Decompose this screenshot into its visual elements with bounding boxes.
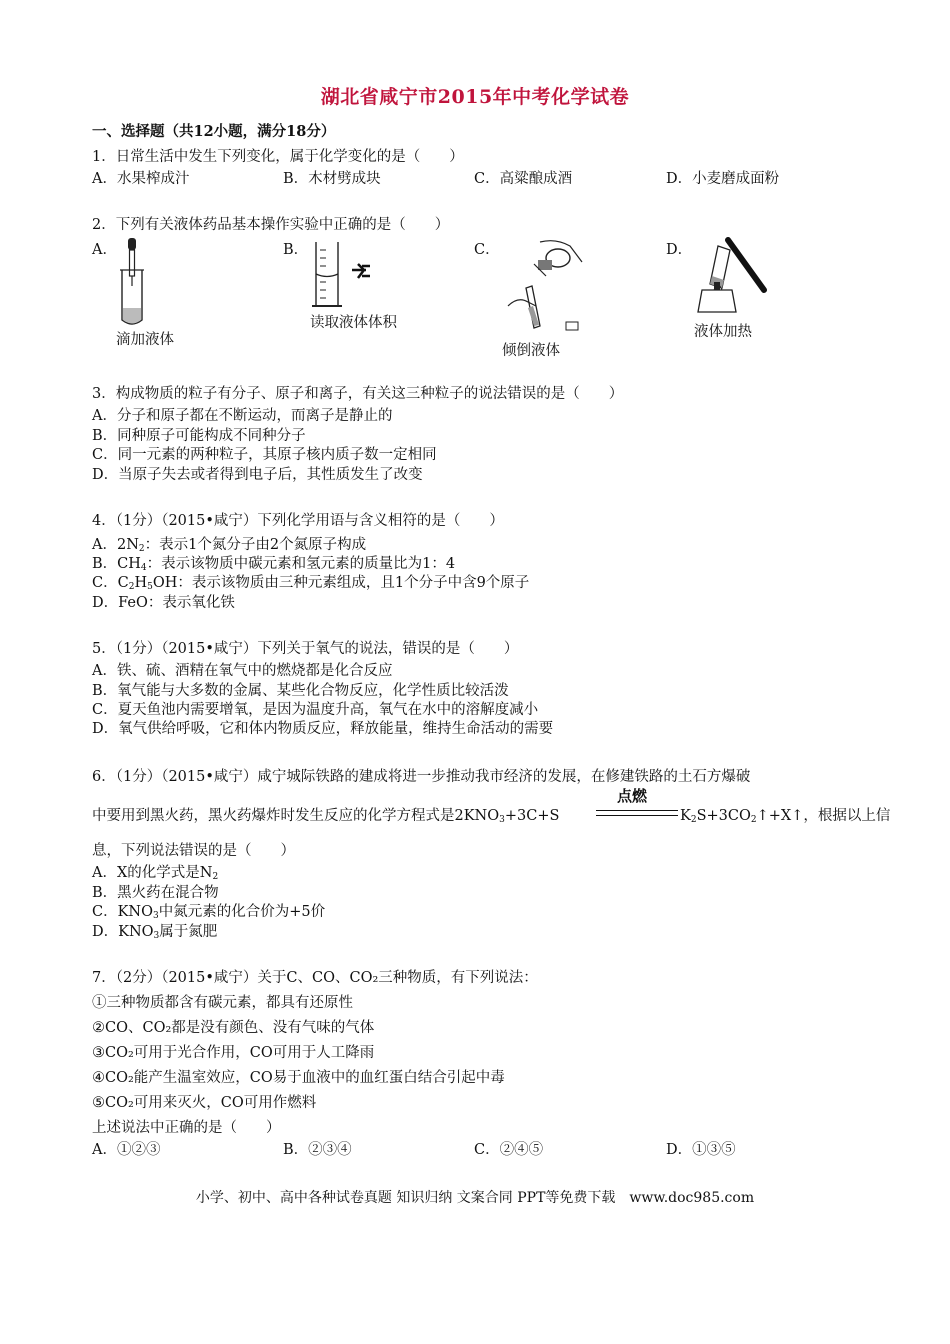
q6-line1: 6．（1分）（2015•咸宁）咸宁城际铁路的建成将进一步推动我市经济的发展，在修建铁路的土石方爆破 <box>92 769 751 785</box>
q2-option-d-letter: D． <box>666 242 693 258</box>
q1-option-a: A．水果榨成汁 <box>92 171 190 187</box>
q4-option-d: D．FeO：表示氧化铁 <box>92 595 235 611</box>
q1-option-d: D．小麦磨成面粉 <box>666 171 780 187</box>
q7-statement-2: ②CO、CO₂都是没有颜色、没有气味的气体 <box>92 1020 375 1036</box>
q5-stem: 5．（1分）（2015•咸宁）下列关于氧气的说法，错误的是（ ） <box>92 641 519 657</box>
q6-reaction-arrow <box>596 810 678 816</box>
q6-condition-label: 点燃 <box>617 787 648 805</box>
q1-option-b: B．木材劈成块 <box>283 171 381 187</box>
q3-stem: 3．构成物质的粒子有分子、原子和离子，有关这三种粒子的说法错误的是（ ） <box>92 386 624 402</box>
q4-option-b: B．$CH_4$：表示该物质中碳元素和氢元素的质量比为1：4 <box>92 556 456 573</box>
q4-stem: 4．（1分）（2015•咸宁）下列化学用语与含义相符的是（ ） <box>92 513 504 529</box>
q2-caption-a: 滴加液体 <box>116 332 174 348</box>
q7-statement-3: ③CO₂可用于光合作用，CO可用于人工降雨 <box>92 1045 375 1061</box>
q7-option-b: B．②③④ <box>283 1142 352 1158</box>
q6-option-a: A．X的化学式是$N_2$ <box>92 865 219 882</box>
q7-statement-1: ①三种物质都含有碳元素，都具有还原性 <box>92 995 353 1011</box>
q7-statement-5: ⑤CO₂可用来灭火，CO可用作燃料 <box>92 1095 317 1111</box>
q2-caption-d: 液体加热 <box>694 324 752 340</box>
q2-option-a-letter: A． <box>92 242 117 258</box>
q7-stem: 7．（2分）（2015•咸宁）关于C、CO、CO₂三种物质，有下列说法： <box>92 970 538 986</box>
q3-option-c: C．同一元素的两种粒子，其原子核内质子数一定相同 <box>92 447 437 463</box>
q6-option-b: B．黑火药在混合物 <box>92 885 219 901</box>
q5-option-b: B．氧气能与大多数的金属、某些化合物反应，化学性质比较活泼 <box>92 683 509 699</box>
q7-question: 上述说法中正确的是（ ） <box>92 1120 281 1136</box>
q3-option-d: D．当原子失去或者得到电子后，其性质发生了改变 <box>92 467 423 483</box>
q6-equation-right: $K_2S+3CO_2↑+X↑$，根据以上信 <box>680 808 891 825</box>
page-title: 湖北省咸宁市2015年中考化学试卷 <box>320 86 630 108</box>
q7-option-d: D．①③⑤ <box>666 1142 736 1158</box>
q7-option-a: A．①②③ <box>92 1142 161 1158</box>
q7-option-c: C．②④⑤ <box>474 1142 544 1158</box>
q1-stem: 1．日常生活中发生下列变化，属于化学变化的是（ ） <box>92 149 464 165</box>
page-footer: 小学、初中、高中各种试卷真题 知识归纳 文案合同 PPT等免费下载 www.doc985.com <box>195 1190 755 1206</box>
q5-option-a: A．铁、硫、酒精在氧气中的燃烧都是化合反应 <box>92 663 393 679</box>
q6-equation-left: 中要用到黑火药，黑火药爆炸时发生反应的化学方程式是$2KNO_3+3C+S$ <box>92 808 560 825</box>
section-heading: 一、选择题（共12小题，满分18分） <box>92 123 336 140</box>
q3-option-b: B．同种原子可能构成不同种分子 <box>92 428 306 444</box>
q6-line3: 息，下列说法错误的是（ ） <box>92 843 295 859</box>
q3-option-a: A．分子和原子都在不断运动，而离子是静止的 <box>92 408 393 424</box>
q6-option-c: C．$KNO_3$中氮元素的化合价为+5价 <box>92 904 326 921</box>
q4-option-a: A．$2N_2$：表示1个氮分子由2个氮原子构成 <box>92 537 367 554</box>
q2-stem: 2．下列有关液体药品基本操作实验中正确的是（ ） <box>92 217 450 233</box>
q2-option-c-letter: C． <box>474 242 500 258</box>
q4-option-c: C．$C_2H_5OH$：表示该物质由三种元素组成，且1个分子中含9个原子 <box>92 575 530 592</box>
q1-option-c: C．高粱酿成酒 <box>474 171 573 187</box>
q5-option-d: D．氧气供给呼吸，它和体内物质反应，释放能量，维持生命活动的需要 <box>92 721 554 737</box>
q7-statement-4: ④CO₂能产生温室效应，CO易于血液中的血红蛋白结合引起中毒 <box>92 1070 505 1086</box>
q2-caption-c: 倾倒液体 <box>502 343 560 359</box>
q5-option-c: C．夏天鱼池内需要增氧，是因为温度升高，氧气在水中的溶解度减小 <box>92 702 539 718</box>
dropper-test-tube-figure <box>112 236 152 328</box>
q2-caption-b: 读取液体体积 <box>310 315 397 331</box>
q6-option-d: D．$KNO_3$属于氮肥 <box>92 924 218 941</box>
pouring-liquid-figure <box>498 236 588 336</box>
graduated-cylinder-figure <box>308 240 380 310</box>
heating-liquid-figure <box>688 236 778 320</box>
q2-option-b-letter: B． <box>283 242 309 258</box>
